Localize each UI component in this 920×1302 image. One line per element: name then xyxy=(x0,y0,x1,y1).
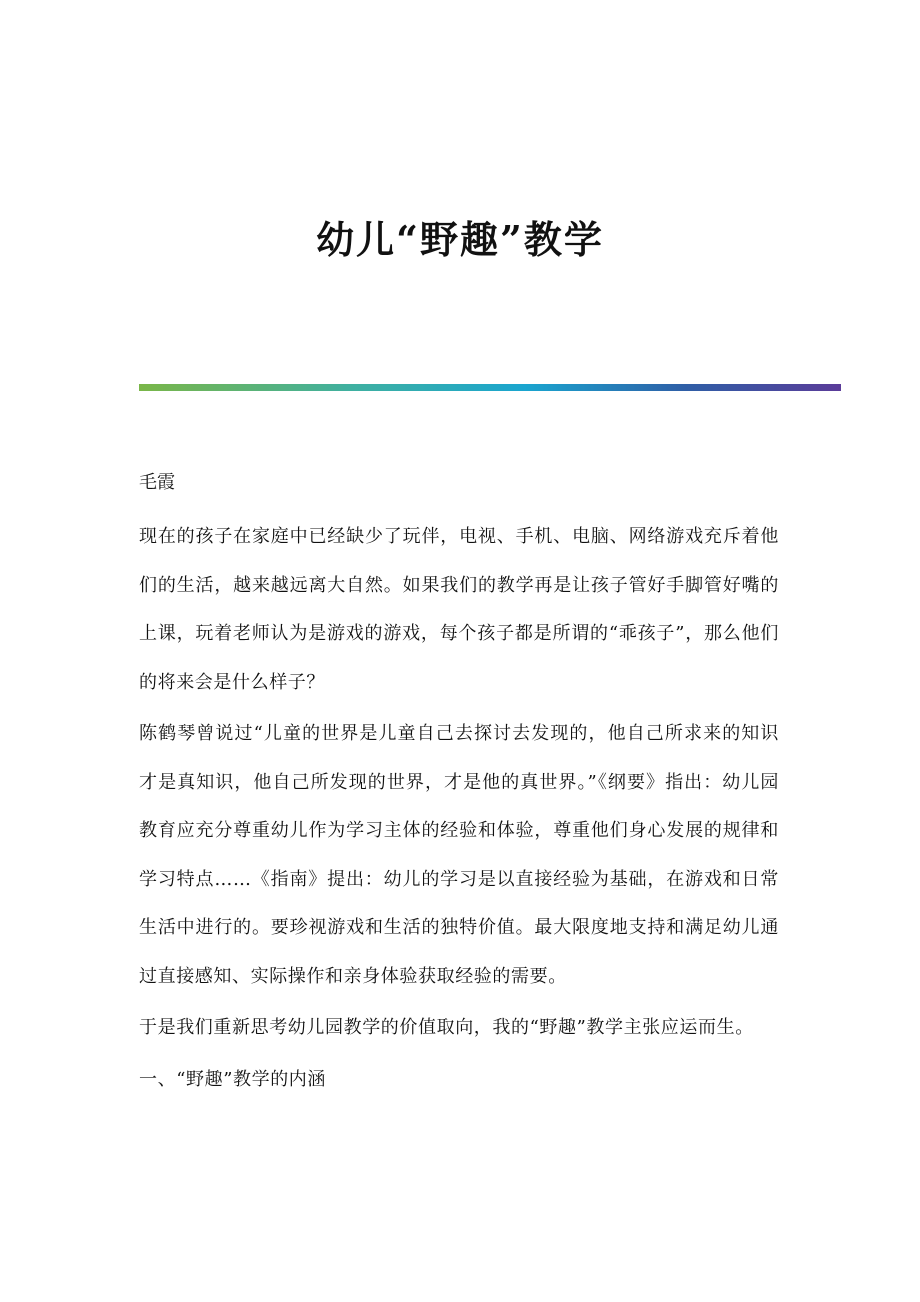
document-title: 幼儿“野趣”教学 xyxy=(316,217,604,262)
paragraph-conclusion: 于是我们重新思考幼儿园教学的价值取向，我的“野趣”教学主张应运而生。 xyxy=(139,1017,754,1038)
paragraph-intro: 现在的孩子在家庭中已经缺少了玩伴，电视、手机、电脑、网络游戏充斥着他们的生活，越来越远离大自然。如果我们的教学再是让孩子管好手脚管好嘴的上课，玩着老师认为是游戏的游戏，每个孩子都是所谓的“乖孩子”，那么他们的将来会是什么样子？ xyxy=(139,526,779,693)
author-name: 毛霞 xyxy=(139,472,175,493)
section-heading: 一、“野趣”教学的内涵 xyxy=(139,1068,327,1090)
document-body xyxy=(139,463,779,1104)
title-divider xyxy=(139,384,841,391)
paragraph-quote: 陈鹤琴曾说过“儿童的世界是儿童自己去探讨去发现的，他自己所求来的知识才是真知识，他自己所发现的世界，才是他的真世界。”《纲要》指出：幼儿园教育应充分尊重幼儿作为学习主体的经验和体验，尊重他们身心发展的规律和学习特点……《指南》提出：幼儿的学习是以直接经验为基础，在游戏和日常生活中进行的。要珍视游戏和生活的独特价值。最大限度地支持和满足幼儿通过直接感知、实际操作和亲身体验获取经验的需要。 xyxy=(139,723,779,987)
